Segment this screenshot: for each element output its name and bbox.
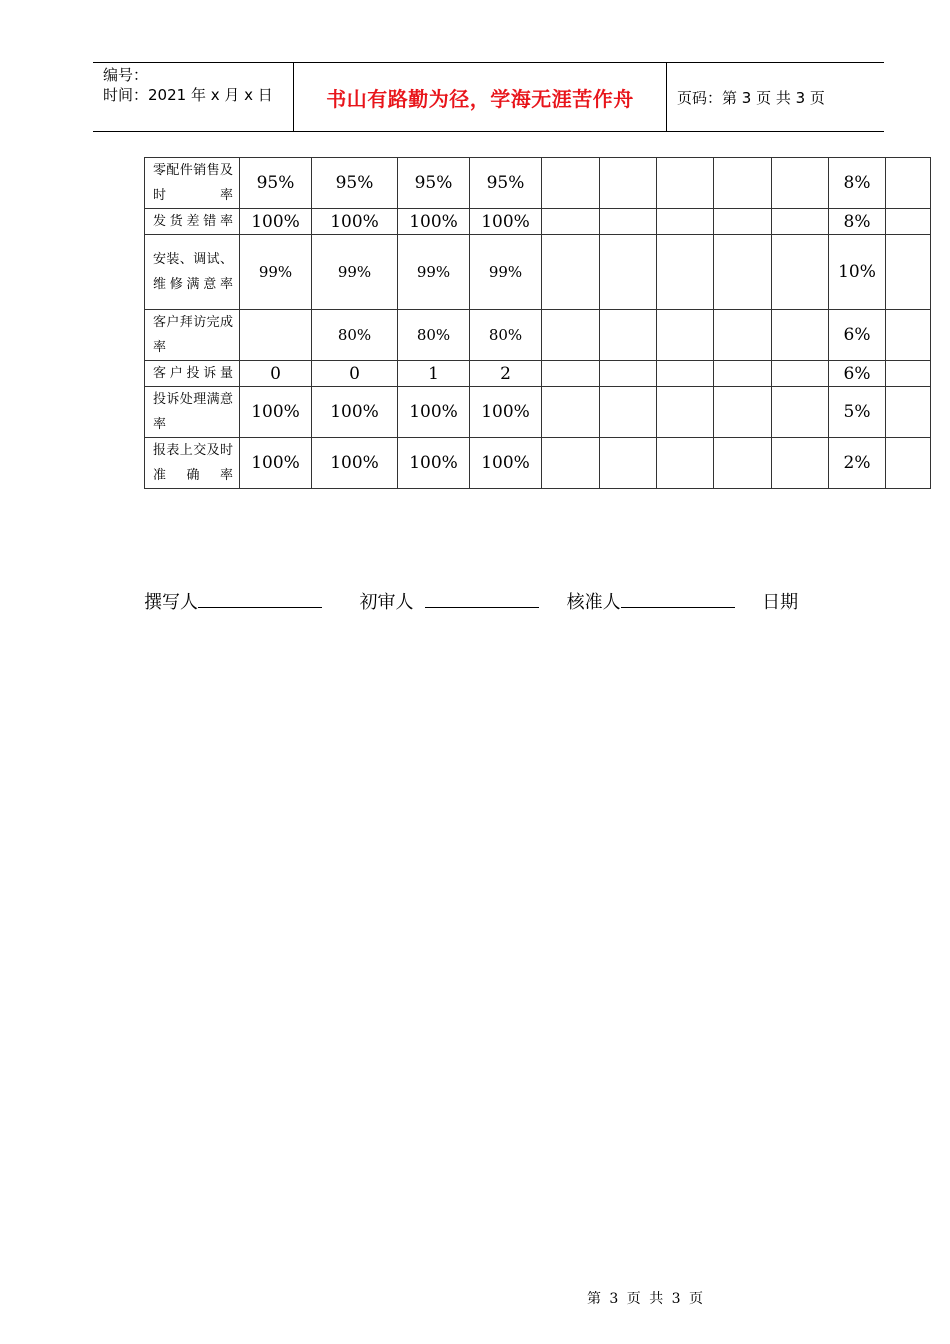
table-cell: 2	[470, 361, 542, 387]
table-cell: 95%	[398, 158, 470, 209]
row-label: 客户投诉量	[145, 361, 240, 387]
table-cell: 99%	[398, 235, 470, 310]
first-review-field[interactable]	[425, 587, 539, 608]
table-cell	[714, 438, 772, 489]
table-cell	[657, 361, 714, 387]
table-row	[145, 310, 931, 361]
table-cell	[714, 310, 772, 361]
document-time-label: 时间：2021 年 x 月 x 日	[103, 86, 273, 104]
table-cell: 95%	[470, 158, 542, 209]
weight-cell: 8%	[829, 158, 886, 209]
page-footer: 第 3 页 共 3 页	[586, 1291, 704, 1307]
table-cell	[714, 361, 772, 387]
table-cell: 99%	[312, 235, 398, 310]
table-cell	[542, 438, 600, 489]
row-label: 发货差错率	[145, 209, 240, 235]
table-cell	[600, 158, 657, 209]
table-cell	[657, 310, 714, 361]
table-cell: 1	[398, 361, 470, 387]
table-cell	[714, 158, 772, 209]
signature-line	[144, 587, 798, 614]
table-cell: 80%	[398, 310, 470, 361]
table-cell	[600, 438, 657, 489]
weight-cell: 6%	[829, 361, 886, 387]
table-row	[145, 235, 931, 310]
table-cell: 100%	[470, 387, 542, 438]
table-row	[145, 209, 931, 235]
table-cell: 100%	[470, 209, 542, 235]
table-cell	[657, 438, 714, 489]
table-cell	[240, 310, 312, 361]
document-number-label: 编号：	[103, 66, 149, 84]
table-cell	[772, 387, 829, 438]
table-cell	[657, 387, 714, 438]
approver-label: 核准人	[566, 592, 621, 613]
table-cell: 100%	[398, 438, 470, 489]
row-label: 报表上交及时准确率	[145, 438, 240, 489]
header-meta	[93, 63, 294, 131]
writer-label: 撰写人	[144, 592, 198, 613]
writer-field[interactable]	[198, 587, 322, 608]
table-cell	[542, 158, 600, 209]
table-cell	[600, 361, 657, 387]
table-cell: 100%	[240, 438, 312, 489]
table-cell: 100%	[470, 438, 542, 489]
row-label: 安装、调试、维修满意率	[145, 235, 240, 310]
table-cell	[772, 209, 829, 235]
table-row	[145, 387, 931, 438]
row-label: 客户拜访完成率	[145, 310, 240, 361]
table-cell	[542, 310, 600, 361]
table-cell	[772, 438, 829, 489]
table-cell: 100%	[312, 387, 398, 438]
table-cell	[600, 310, 657, 361]
weight-cell: 2%	[829, 438, 886, 489]
table-cell	[772, 310, 829, 361]
header-motto: 书山有路勤为径，学海无涯苦作舟	[294, 63, 667, 131]
table-row	[145, 361, 931, 387]
table-cell: 99%	[240, 235, 312, 310]
table-cell	[886, 158, 931, 209]
table-cell	[886, 235, 931, 310]
table-cell	[772, 235, 829, 310]
weight-cell: 8%	[829, 209, 886, 235]
table-cell	[542, 387, 600, 438]
table-cell: 100%	[312, 209, 398, 235]
table-cell	[542, 209, 600, 235]
table-cell	[772, 361, 829, 387]
table-cell	[542, 235, 600, 310]
table-cell: 99%	[470, 235, 542, 310]
table-cell: 100%	[398, 387, 470, 438]
weight-cell: 5%	[829, 387, 886, 438]
table-row	[145, 158, 931, 209]
table-cell	[714, 387, 772, 438]
table-cell: 100%	[398, 209, 470, 235]
header-page-label: 页码：第 3 页 共 3 页	[677, 88, 825, 107]
table-cell	[600, 209, 657, 235]
table-cell: 0	[240, 361, 312, 387]
table-row	[145, 438, 931, 489]
first-review-label: 初审人	[359, 592, 414, 613]
table-cell	[600, 235, 657, 310]
kpi-table	[144, 157, 931, 489]
date-label: 日期	[762, 592, 799, 613]
table-cell	[542, 361, 600, 387]
weight-cell: 10%	[829, 235, 886, 310]
table-cell	[600, 387, 657, 438]
row-label: 投诉处理满意率	[145, 387, 240, 438]
table-cell: 95%	[312, 158, 398, 209]
table-cell	[657, 235, 714, 310]
table-cell	[714, 235, 772, 310]
table-cell: 0	[312, 361, 398, 387]
table-cell	[657, 158, 714, 209]
table-cell	[886, 387, 931, 438]
row-label: 零配件销售及时率	[145, 158, 240, 209]
table-cell: 100%	[312, 438, 398, 489]
weight-cell: 6%	[829, 310, 886, 361]
table-cell	[886, 310, 931, 361]
table-cell	[886, 209, 931, 235]
table-cell: 100%	[240, 209, 312, 235]
table-cell	[657, 209, 714, 235]
table-cell	[886, 438, 931, 489]
table-cell	[714, 209, 772, 235]
table-cell	[886, 361, 931, 387]
page-header	[93, 62, 884, 132]
table-cell	[772, 158, 829, 209]
table-cell: 80%	[312, 310, 398, 361]
table-cell: 100%	[240, 387, 312, 438]
table-cell: 80%	[470, 310, 542, 361]
table-cell: 95%	[240, 158, 312, 209]
approver-field[interactable]	[621, 587, 735, 608]
